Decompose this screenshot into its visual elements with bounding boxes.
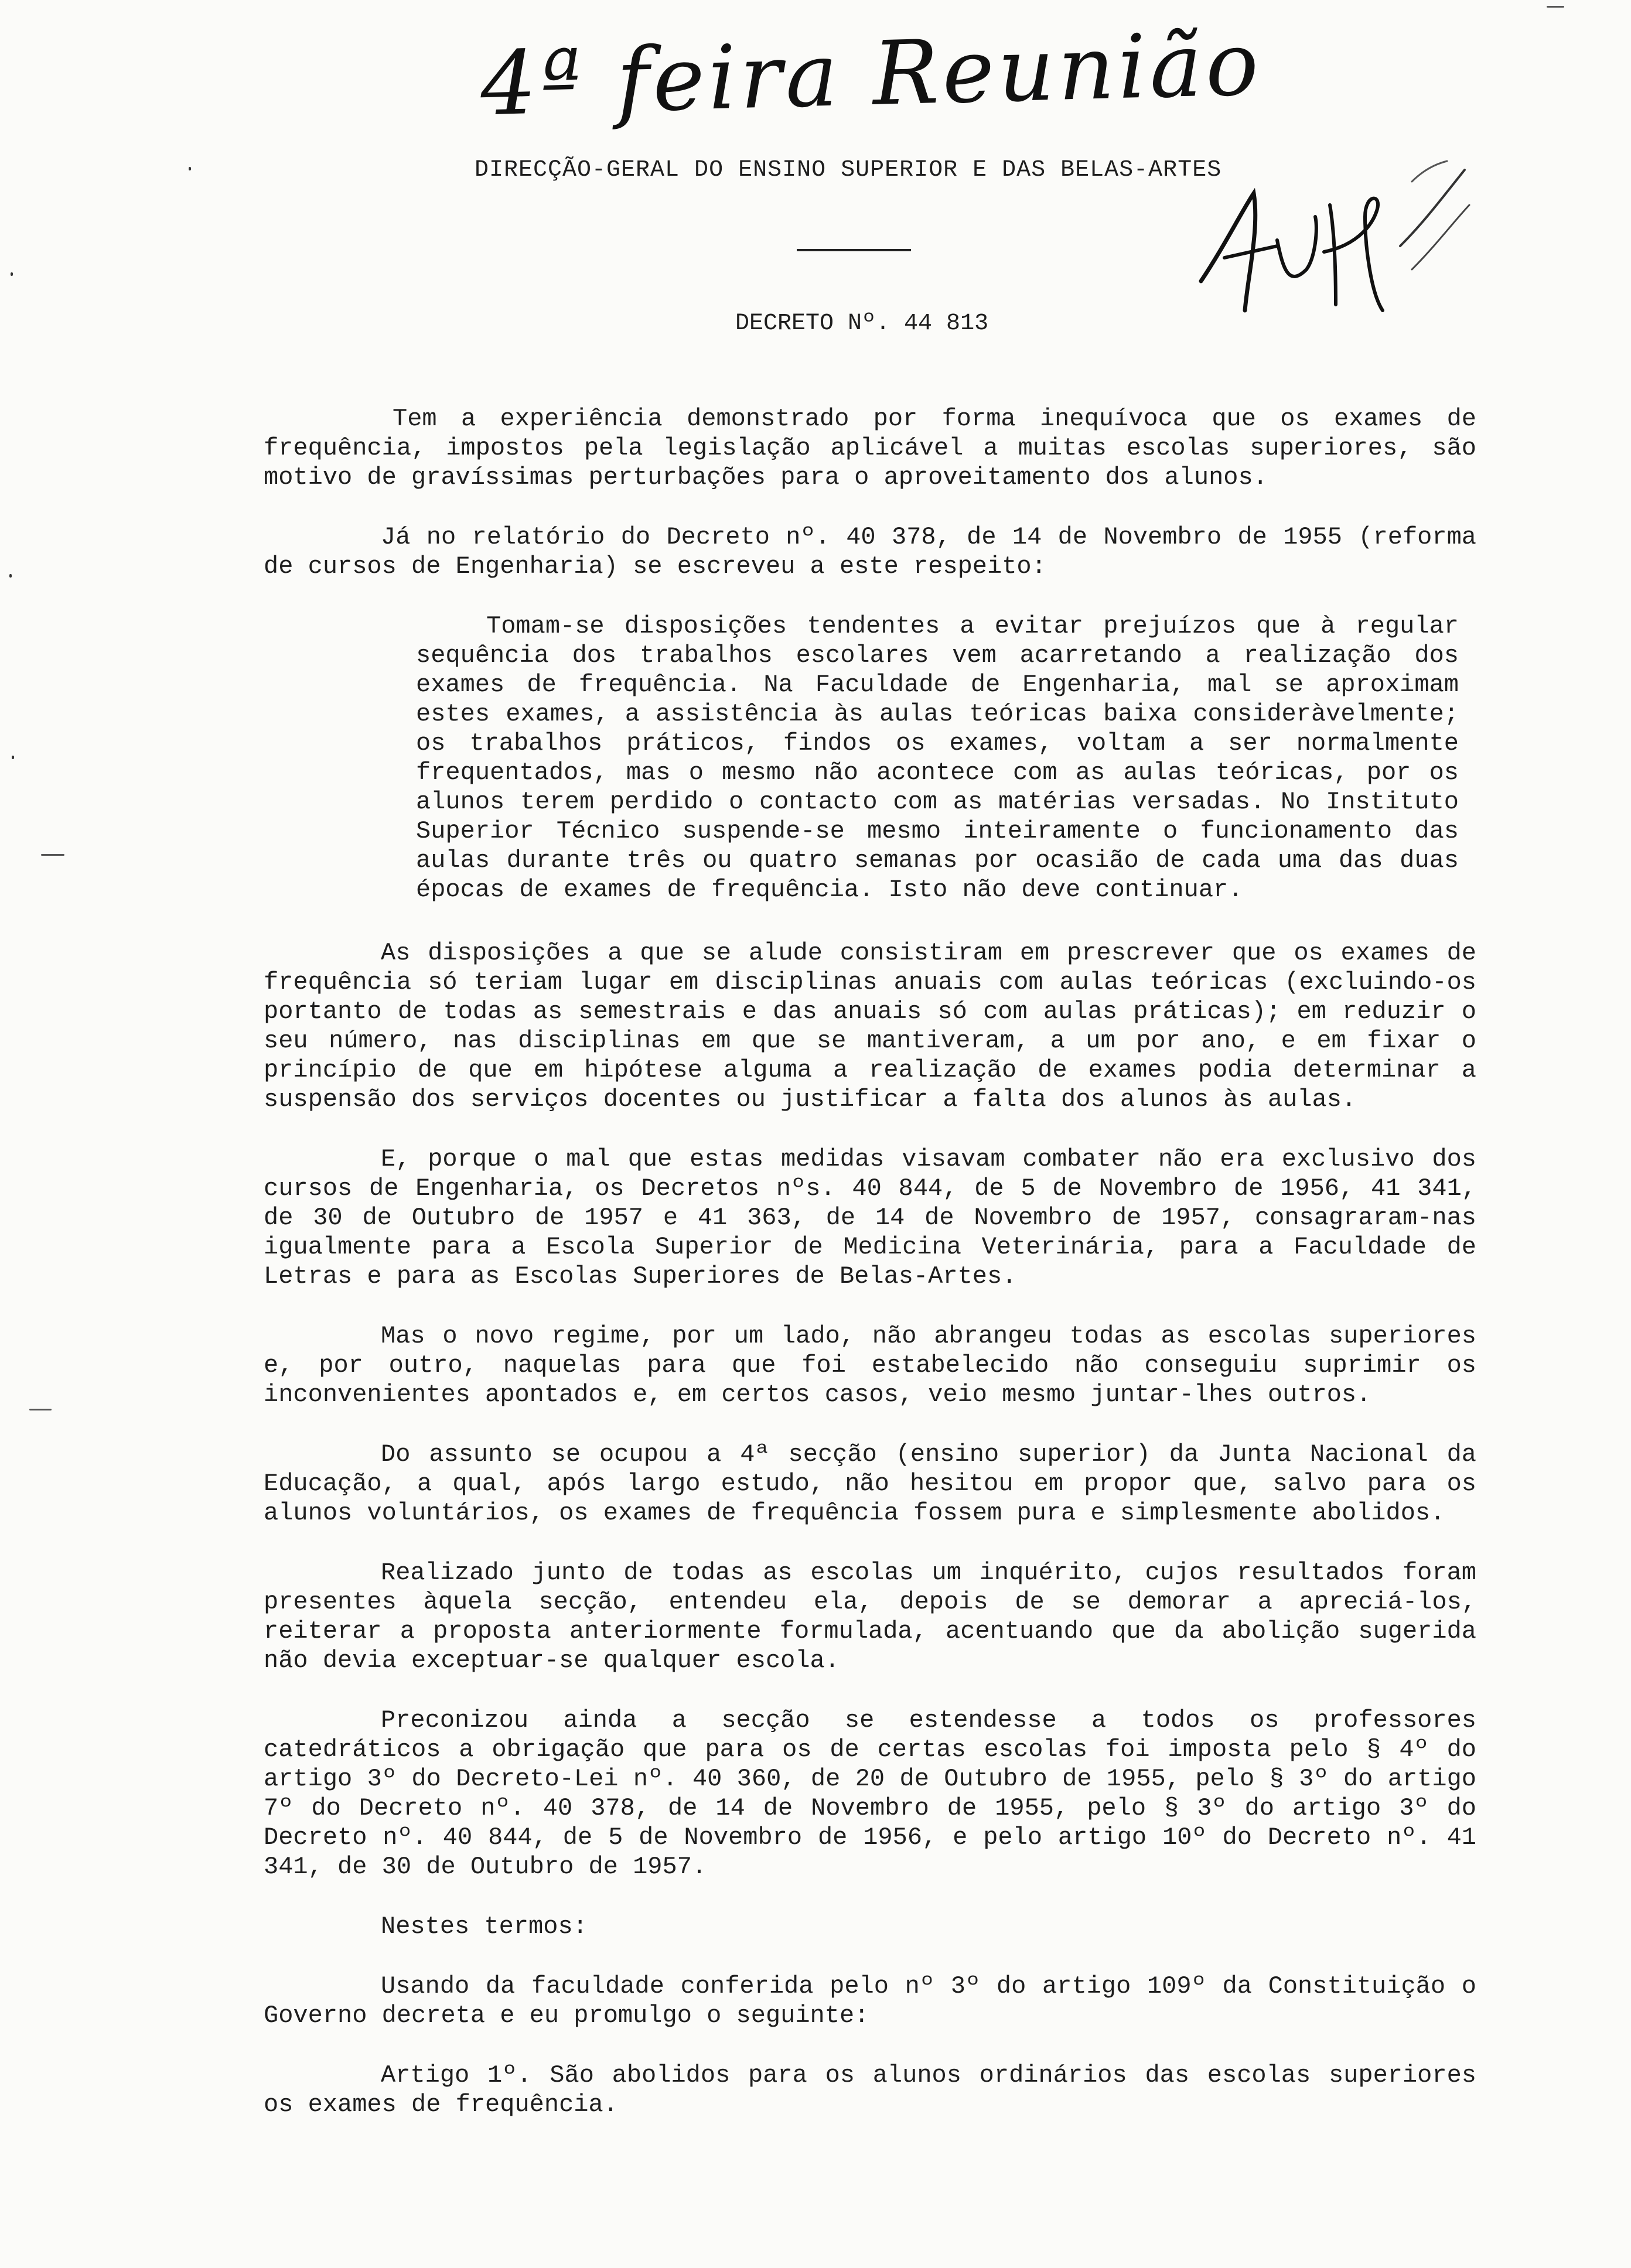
paragraph-extension-decrees: E, porque o mal que estas medidas visavam combater não era exclusivo dos cursos de Engenharia, os Decretos nºs. 40 844, de 5 de Novembro de 1956, 41 341, de 30 de Outubro de 1957 e 41 363, de 14 de Novembro de 1957, consagraram-nas igualmente para a Escola Superior de Medicina Veterinária, para a Faculdade de Letras e para as Escolas Superiores de Belas-Artes. — [264, 1145, 1476, 1290]
decree-title: DECRETO Nº. 44 813 — [735, 310, 989, 337]
paragraph-provisions: As disposições a que se alude consistiram em prescrever que os exames de frequência só teriam lugar em disciplinas anuais com aulas teóricas (excluindo-os portanto de todas as semestrais e das anuais só com aulas práticas); em reduzir o seu número, nas disciplinas em que se mantiveram, a um por ano, e em fixar o princípio de que em hipótese alguma a realização de exames podia determinar a suspensão dos serviços docentes ou justificar a falta dos alunos às aulas. — [264, 939, 1476, 1113]
paragraph-junta-nacional: Do assunto se ocupou a 4ª secção (ensino superior) da Junta Nacional da Educação, a qual, após largo estudo, não hesitou em propor que, salvo para os alunos voluntários, os exames de frequência fossem pura e simplesmente abolidos. — [264, 1440, 1476, 1527]
scan-speck — [12, 756, 14, 759]
scan-mark — [29, 1409, 52, 1410]
header-divider — [797, 249, 911, 251]
paragraph-obligation: Preconizou ainda a secção se estendesse a todos os professores catedráticos a obrigação que para os de certas escolas foi imposta pelo § 4º do artigo 3º do Decreto-Lei nº. 40 360, de 20 de Outubro de 1955, pelo § 3º do artigo 7º do Decreto nº. 40 378, de 14 de Novembro de 1955, pelo § 3º do artigo 3º do Decreto nº. 40 844, de 5 de Novembro de 1956, e pelo artigo 10º do Decreto nº. 41 341, de 30 de Outubro de 1957. — [264, 1706, 1476, 1881]
block-quote: Tomam-se disposições tendentes a evitar prejuízos que à regular sequência dos trabalhos escolares vem acarretando a realização dos exames de frequência. Na Faculdade de Engenharia, mal se aproximam estes exames, a assistência às aulas teóricas baixa consideràvelmente; os trabalhos práticos, findos os exames, voltam a ser normalmente frequentados, mas o mesmo não acontece com as aulas teóricas, por os alunos terem perdido o contacto com as matérias versadas. No Instituto Superior Técnico suspende-se mesmo inteiramente o funcionamento das aulas durante três ou quatro semanas por ocasião de cada uma das duas épocas de exames de frequência. Isto não deve continuar. — [416, 612, 1459, 904]
paragraph-new-regime: Mas o novo regime, por um lado, não abrangeu todas as escolas superiores e, por outro, naquelas para que foi estabelecido não conseguiu suprimir os inconvenientes apontados e, em certos casos, veio mesmo juntar-lhes outros. — [264, 1322, 1476, 1409]
paragraph-inquiry: Realizado junto de todas as escolas um inquérito, cujos resultados foram presentes àquela secção, entendeu ela, depois de se demorar a apreciá-los, reiterar a proposta anteriormente formulada, acentuando que da abolição sugerida não devia exceptuar-se qualquer escola. — [264, 1559, 1476, 1675]
paragraph-promulgation: Usando da faculdade conferida pelo nº 3º do artigo 109º da Constituição o Governo decreta e eu promulgo o seguinte: — [264, 1972, 1476, 2030]
paragraph-nestes-termos: Nestes termos: — [381, 1912, 588, 1941]
paragraph-report-reference: Já no relatório do Decreto nº. 40 378, de 14 de Novembro de 1955 (reforma de cursos de Engenharia) se escreveu a este respeito: — [264, 523, 1476, 580]
scan-mark — [41, 854, 64, 856]
article-1: Artigo 1º. São abolidos para os alunos ordinários das escolas superiores os exames de frequência. — [264, 2061, 1476, 2119]
decree-body — [0, 404, 1631, 2150]
scan-speck — [9, 574, 12, 578]
scan-speck — [189, 167, 191, 170]
scan-speck — [11, 272, 13, 276]
handwritten-initials-mark — [1189, 158, 1470, 334]
scan-mark — [1547, 6, 1564, 8]
paragraph-intro: Tem a experiência demonstrado por forma inequívoca que os exames de frequência, impostos pela legislação aplicável a muitas escolas superiores, são motivo de gravíssimas perturbações para o aproveitamento dos alunos. — [264, 405, 1476, 491]
department-header: DIRECÇÃO-GERAL DO ENSINO SUPERIOR E DAS BELAS-ARTES — [475, 157, 1222, 183]
handwritten-note: 4ª feira Reunião — [479, 13, 1264, 136]
